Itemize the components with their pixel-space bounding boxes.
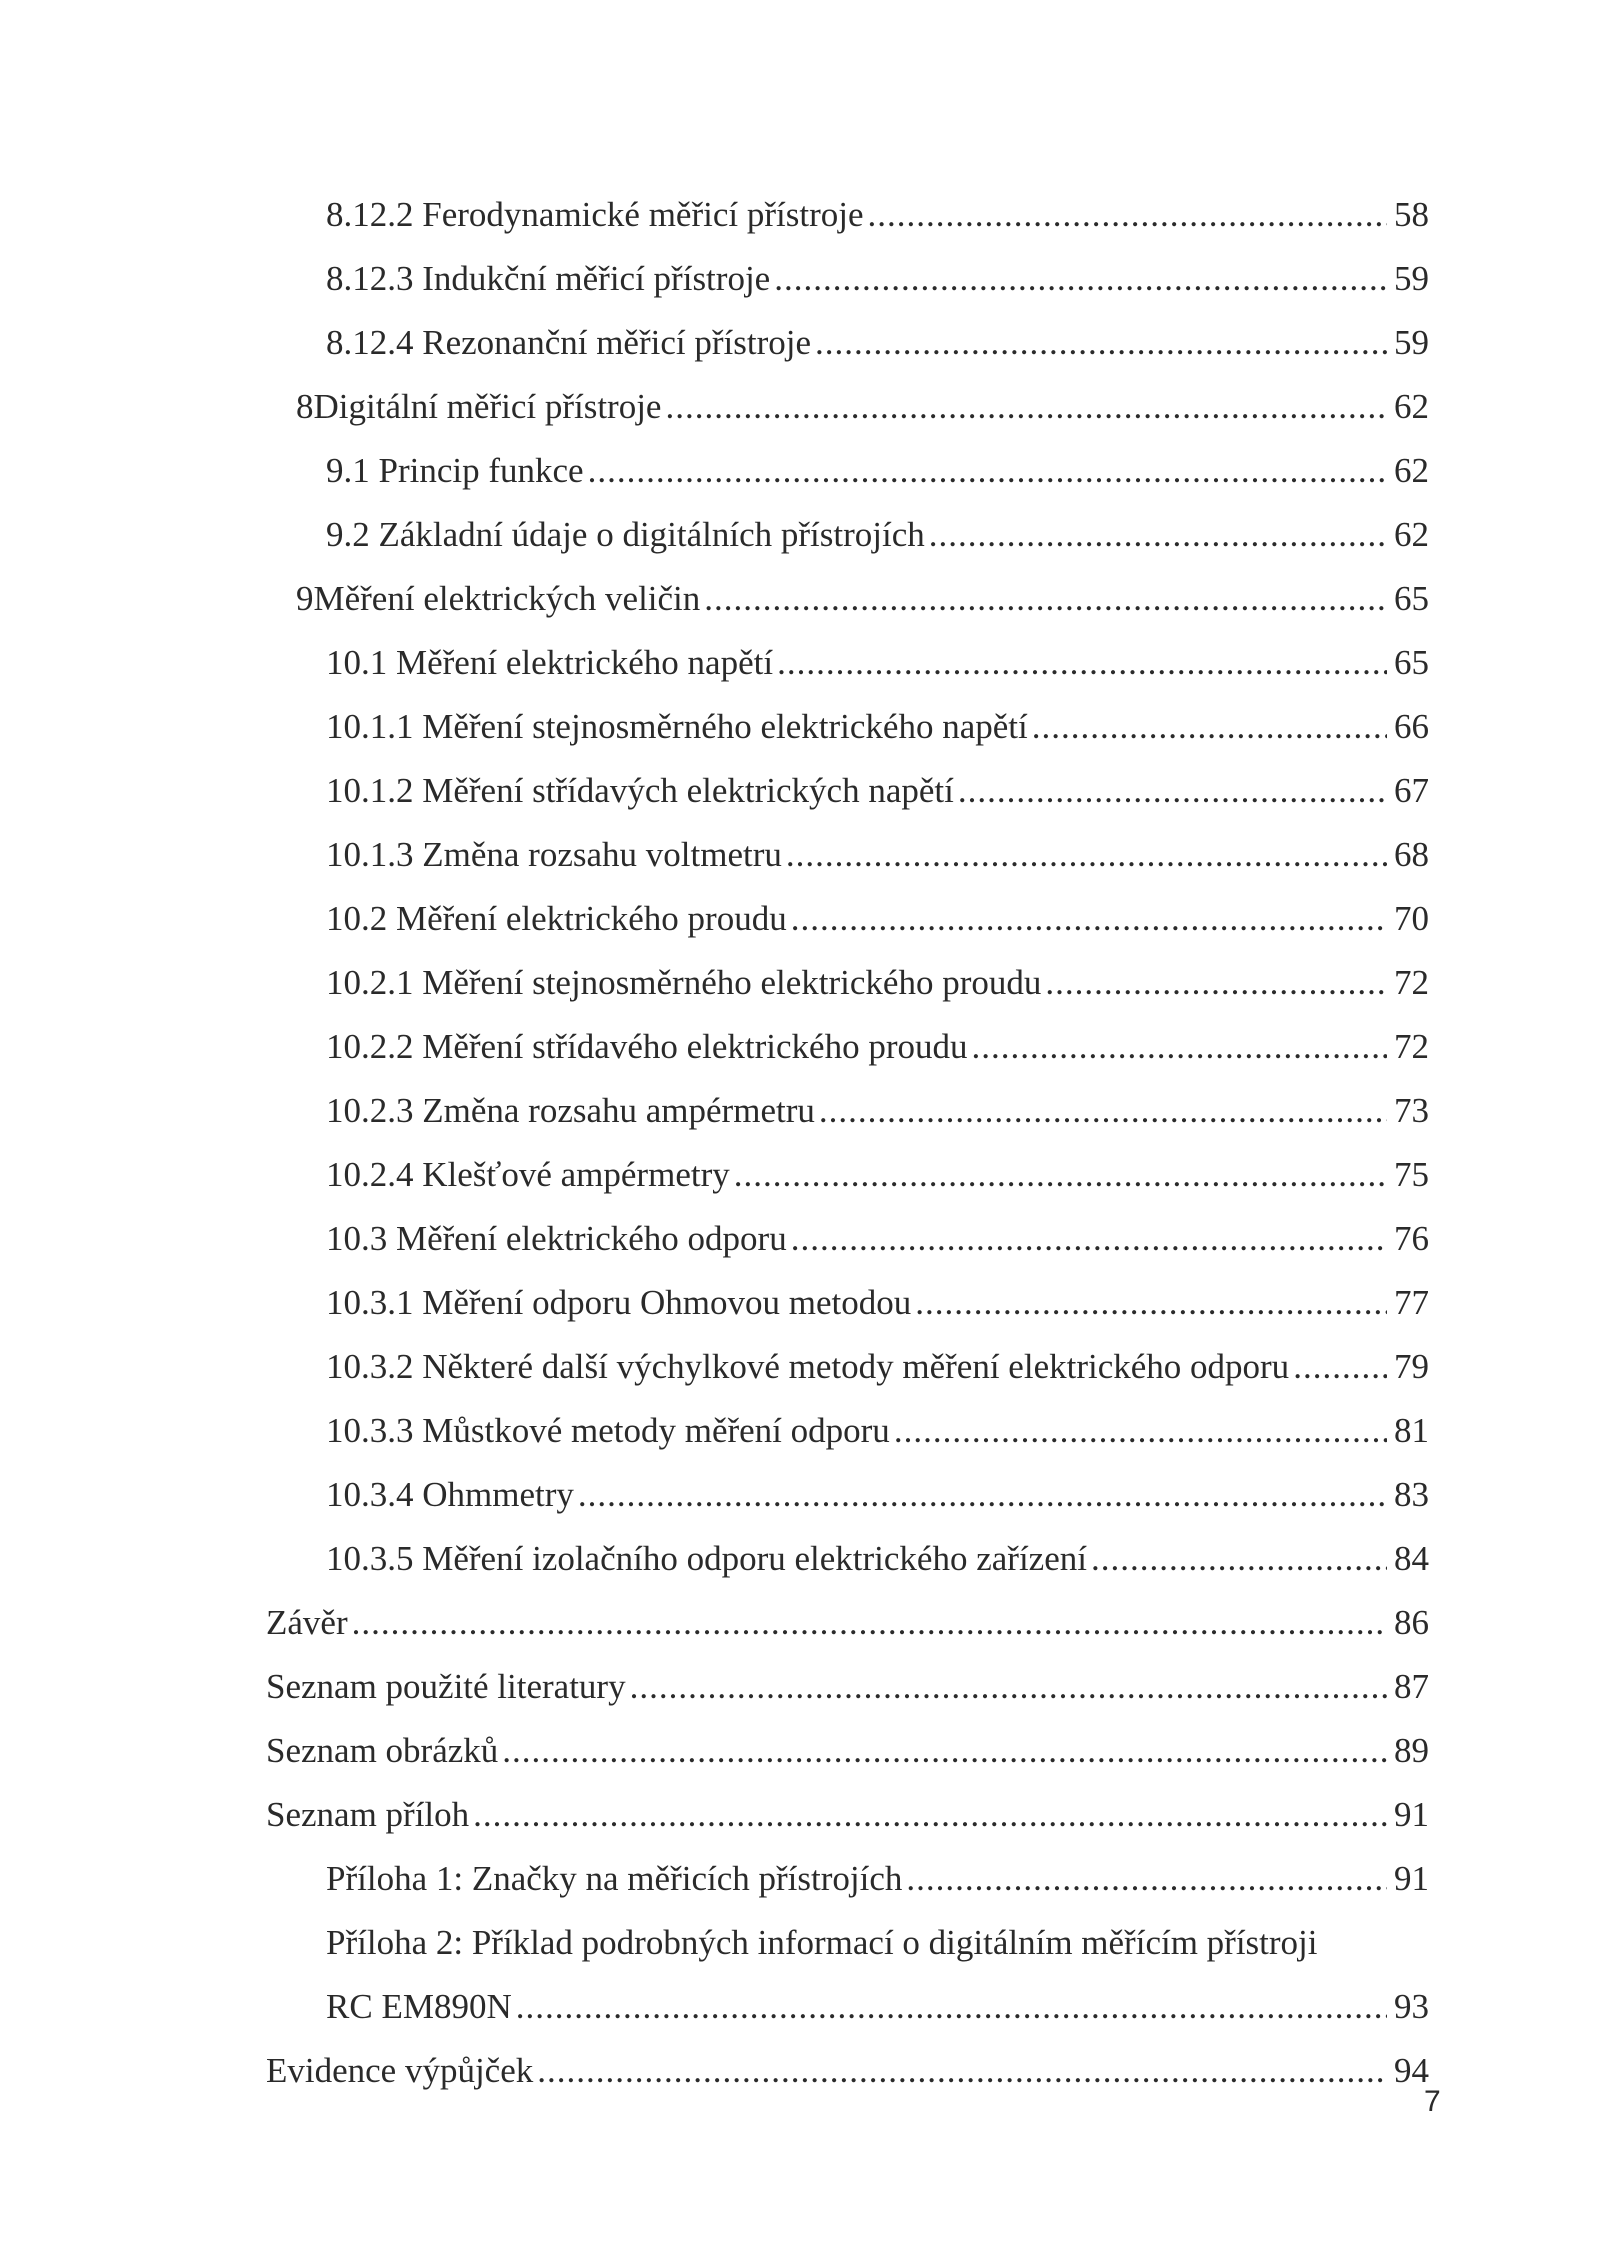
toc-entry[interactable]: [326, 695, 1429, 759]
toc-entry-page: 65: [1394, 643, 1429, 682]
toc-leader-dots: [786, 823, 1387, 887]
toc-leader-dots: [1032, 695, 1387, 759]
toc-entry-title: Příloha 1: Značky na měřicích přístrojích: [326, 1859, 903, 1898]
toc-entry-title: Seznam použité literatury: [266, 1667, 626, 1706]
toc-entry[interactable]: [326, 183, 1429, 247]
toc-entry[interactable]: [326, 1463, 1429, 1527]
toc-entry[interactable]: [326, 1335, 1429, 1399]
toc-entry[interactable]: [326, 1399, 1429, 1463]
toc-entry[interactable]: [326, 1271, 1429, 1335]
toc-entry[interactable]: [326, 1143, 1429, 1207]
toc-entry-title: 9.1 Princip funkce: [326, 451, 584, 490]
toc-entry-title: 8.12.3 Indukční měřicí přístroje: [326, 259, 771, 298]
toc-entry[interactable]: [326, 887, 1429, 951]
toc-entry-page: 91: [1394, 1795, 1429, 1834]
toc-entry-page: 89: [1394, 1731, 1429, 1770]
toc-entry-page: 70: [1394, 899, 1429, 938]
toc-leader-dots: [516, 1975, 1387, 2039]
page-number: 7: [1424, 2085, 1441, 2118]
toc-entry-number: 8: [296, 387, 314, 426]
toc-entry-title-line1: Příloha 2: Příklad podrobných informací o digitálním měřícím přístroji: [326, 1923, 1318, 1962]
toc-entry-page: 87: [1394, 1667, 1429, 1706]
toc-leader-dots: [791, 1207, 1387, 1271]
toc-leader-dots: [473, 1783, 1387, 1847]
toc-entry-page: 77: [1394, 1283, 1429, 1322]
toc-leader-dots: [929, 503, 1387, 567]
toc-entry[interactable]: [326, 503, 1429, 567]
toc-entry-page: 67: [1394, 771, 1429, 810]
toc-entry-page: 76: [1394, 1219, 1429, 1258]
toc-entry-chapter[interactable]: [296, 567, 1429, 631]
toc-entry-title: 10.2.1 Měření stejnosměrného elektrického proudu: [326, 963, 1042, 1002]
toc-entry-title: 10.2.4 Klešťové ampérmetry: [326, 1155, 730, 1194]
toc-entry-title: Měření elektrických veličin: [313, 579, 701, 618]
toc-entry-page: 91: [1394, 1859, 1429, 1898]
toc-entry-title: 10.2.2 Měření střídavého elektrického proudu: [326, 1027, 968, 1066]
toc-entry-page: 59: [1394, 323, 1429, 362]
toc-entry-page: 62: [1394, 387, 1429, 426]
toc-leader-dots: [734, 1143, 1387, 1207]
toc-entry-page: 93: [1394, 1987, 1429, 2026]
toc-leader-dots: [819, 1079, 1387, 1143]
toc-entry-page: 84: [1394, 1539, 1429, 1578]
toc-entry-page: 72: [1394, 963, 1429, 1002]
toc-leader-dots: [971, 1015, 1387, 1079]
toc-entry-page: 65: [1394, 579, 1429, 618]
toc-entry-title: Seznam obrázků: [266, 1731, 499, 1770]
toc-entry-page: 94: [1394, 2051, 1429, 2090]
toc-entry-title: Digitální měřicí přístroje: [313, 387, 662, 426]
toc-leader-dots: [894, 1399, 1387, 1463]
toc-entry-section[interactable]: [266, 1783, 1429, 1847]
toc-entry-page: 73: [1394, 1091, 1429, 1130]
toc-entry-page: 59: [1394, 259, 1429, 298]
toc-entry[interactable]: [326, 1079, 1429, 1143]
toc-entry-title: 10.3 Měření elektrického odporu: [326, 1219, 787, 1258]
toc-leader-dots: [958, 759, 1387, 823]
toc-entry-title: 10.1.2 Měření střídavých elektrických napětí: [326, 771, 954, 810]
toc-entry-title: Seznam příloh: [266, 1795, 470, 1834]
toc-entry-section[interactable]: [266, 2039, 1429, 2103]
toc-entry-title: 10.1.1 Měření stejnosměrného elektrického napětí: [326, 707, 1028, 746]
toc-leader-dots: [665, 375, 1387, 439]
toc-leader-dots: [906, 1847, 1387, 1911]
toc-entry-section[interactable]: [266, 1591, 1429, 1655]
toc-entry[interactable]: [326, 1911, 1429, 2039]
toc-entry[interactable]: [326, 311, 1429, 375]
toc-leader-dots: [774, 247, 1387, 311]
toc-entry[interactable]: [326, 759, 1429, 823]
toc-entry-title: Závěr: [266, 1603, 348, 1642]
toc-entry-title: 10.2.3 Změna rozsahu ampérmetru: [326, 1091, 815, 1130]
toc-entry-title: Evidence výpůjček: [266, 2051, 534, 2090]
toc-entry-page: 62: [1394, 515, 1429, 554]
toc-leader-dots: [578, 1463, 1387, 1527]
toc-leader-dots: [915, 1271, 1387, 1335]
toc-entry-title: 10.3.2 Některé další výchylkové metody měření elektrického odporu: [326, 1347, 1290, 1386]
toc-entry[interactable]: [326, 951, 1429, 1015]
toc-leader-dots: [1045, 951, 1387, 1015]
toc-entry[interactable]: [326, 631, 1429, 695]
toc-entry-section[interactable]: [266, 1655, 1429, 1719]
toc-entry-title: 10.3.4 Ohmmetry: [326, 1475, 574, 1514]
toc-entry-page: 62: [1394, 451, 1429, 490]
toc-leader-dots: [704, 567, 1387, 631]
toc-entry[interactable]: [326, 247, 1429, 311]
toc-entry[interactable]: [326, 439, 1429, 503]
toc-entry-page: 83: [1394, 1475, 1429, 1514]
toc-entry-page: 66: [1394, 707, 1429, 746]
toc-entry[interactable]: [326, 1527, 1429, 1591]
toc-entry-page: 81: [1394, 1411, 1429, 1450]
toc-entry-title: 10.1.3 Změna rozsahu voltmetru: [326, 835, 782, 874]
toc-leader-dots: [502, 1719, 1387, 1783]
toc-entry-page: 68: [1394, 835, 1429, 874]
toc-entry[interactable]: [326, 823, 1429, 887]
toc-leader-dots: [791, 887, 1387, 951]
toc-entry-title: 8.12.4 Rezonanční měřicí přístroje: [326, 323, 811, 362]
toc-entry[interactable]: [326, 1207, 1429, 1271]
toc-entry-section[interactable]: [266, 1719, 1429, 1783]
toc-leader-dots: [352, 1591, 1387, 1655]
toc-entry-title: 10.2 Měření elektrického proudu: [326, 899, 787, 938]
toc-entry-page: 58: [1394, 195, 1429, 234]
toc-entry-title: 9.2 Základní údaje o digitálních přístrojích: [326, 515, 925, 554]
toc-entry-title: 10.3.5 Měření izolačního odporu elektrického zařízení: [326, 1539, 1087, 1578]
toc-entry-chapter[interactable]: [296, 375, 1429, 439]
toc-entry-page: 72: [1394, 1027, 1429, 1066]
toc-entry-title: 10.3.1 Měření odporu Ohmovou metodou: [326, 1283, 912, 1322]
toc-leader-dots: [1091, 1527, 1387, 1591]
toc-entry-title: RC EM890N: [326, 1987, 512, 2026]
toc-entry-page: 86: [1394, 1603, 1429, 1642]
toc-entry-page: 75: [1394, 1155, 1429, 1194]
toc-entry-page: 79: [1394, 1347, 1429, 1386]
toc-leader-dots: [588, 439, 1387, 503]
toc-entry-title: 10.1 Měření elektrického napětí: [326, 643, 774, 682]
toc-leader-dots: [630, 1655, 1387, 1719]
toc-leader-dots: [868, 183, 1388, 247]
toc-leader-dots: [777, 631, 1387, 695]
toc-entry-title: 10.3.3 Můstkové metody měření odporu: [326, 1411, 890, 1450]
toc-leader-dots: [815, 311, 1387, 375]
toc-leader-dots: [537, 2039, 1387, 2103]
toc-entry-title: 8.12.2 Ferodynamické měřicí přístroje: [326, 195, 864, 234]
toc-leader-dots: [1293, 1335, 1387, 1399]
toc-entry[interactable]: [326, 1015, 1429, 1079]
toc-entry[interactable]: [326, 1847, 1429, 1911]
toc-entry-number: 9: [296, 579, 314, 618]
